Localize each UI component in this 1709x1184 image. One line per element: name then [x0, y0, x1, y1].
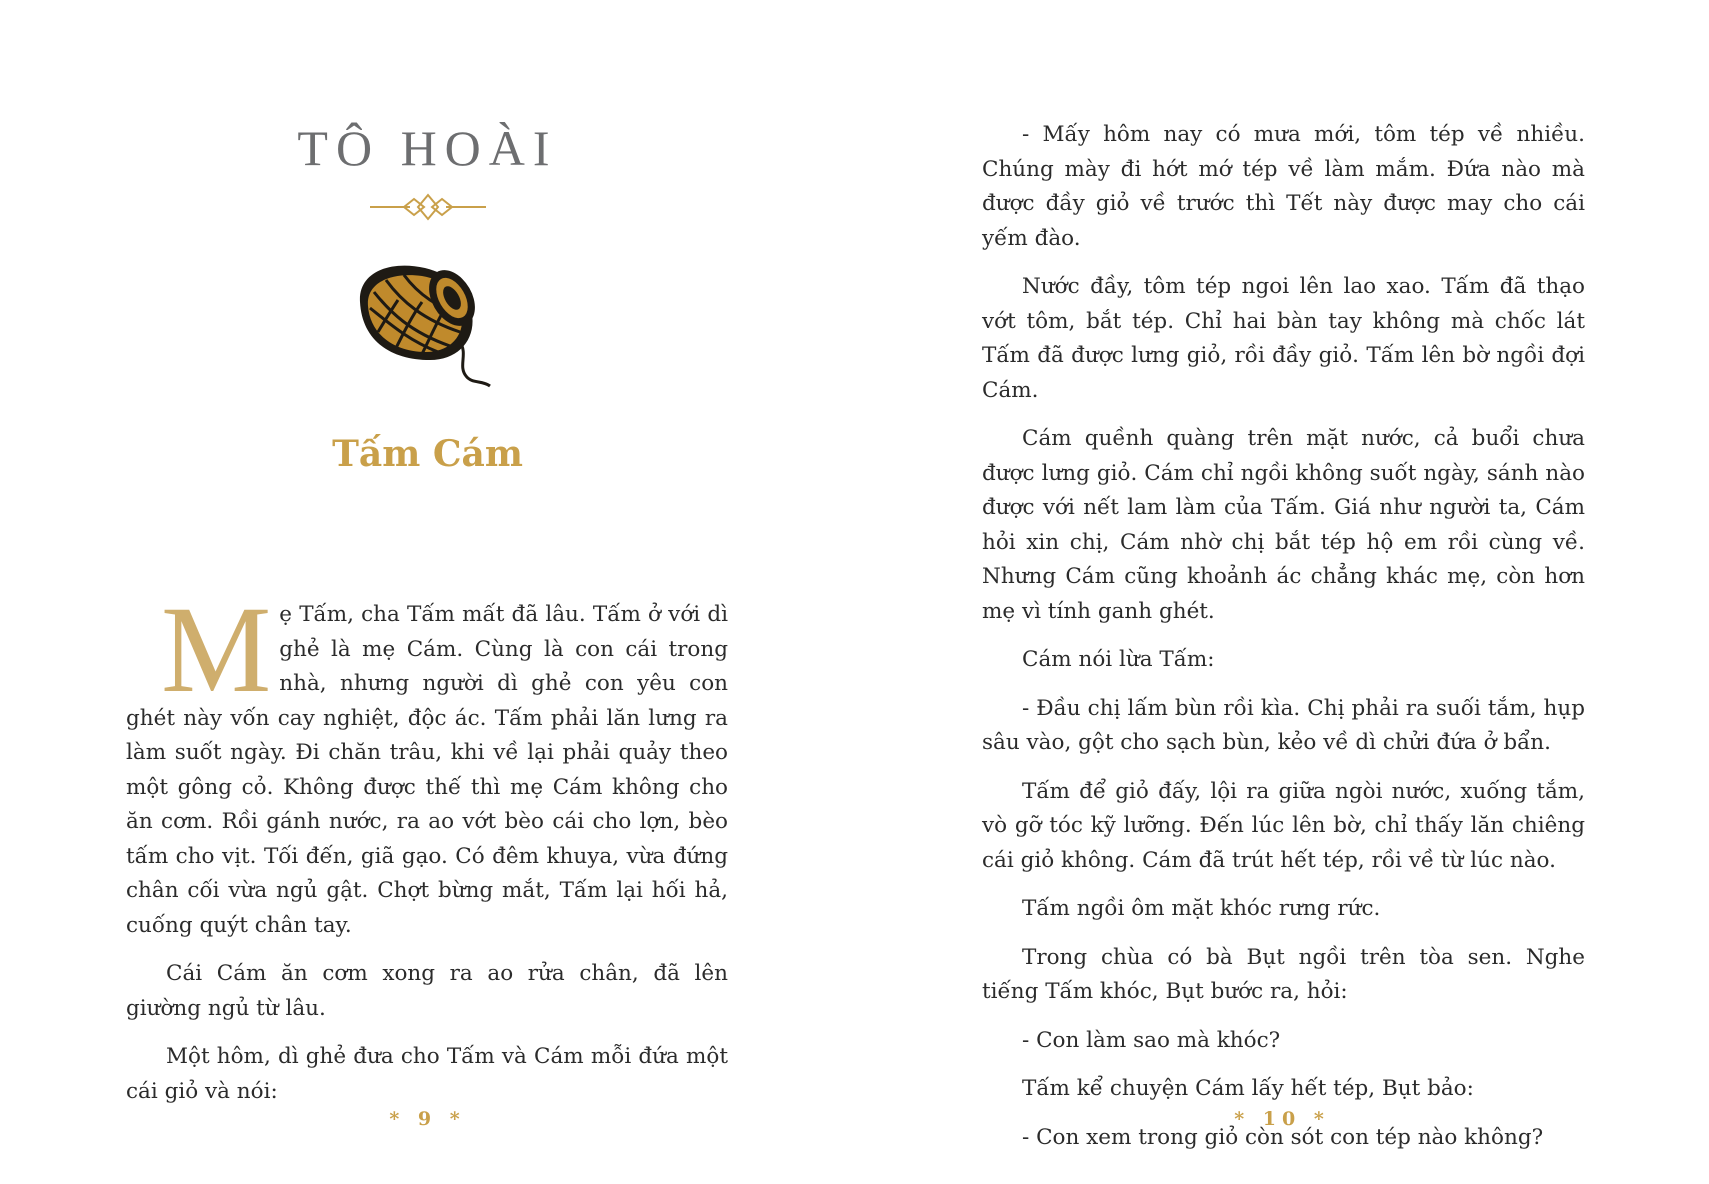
paragraph: Nước đầy, tôm tép ngoi lên lao xao. Tấm đã thạo vớt tôm, bắt tép. Chỉ hai bàn tay không mà chốc lát Tấm đã được lưng giỏ, rồi đầy giỏ. Tấm lên bờ ngồi đợi Cám. [982, 274, 1585, 403]
right-body-text [982, 118, 1585, 1169]
page-number-value: 10 [1262, 1108, 1302, 1130]
paragraph: - Mấy hôm nay có mưa mới, tôm tép về nhiều. Chúng mày đi hớt mớ tép về làm mắm. Đứa nào mà được đầy giỏ về trước thì Tết này được may cho cái yếm đào. [982, 122, 1585, 251]
story-title: Tấm Cám [332, 433, 523, 475]
paragraph: - Đầu chị lấm bùn rồi kìa. Chị phải ra suối tắm, hụp sâu vào, gột cho sạch bùn, kẻo về dì chửi đứa ở bẩn. [982, 695, 1585, 755]
drop-cap: M [161, 581, 272, 718]
folio-star: * [1313, 1108, 1330, 1130]
paragraph: Một hôm, dì ghẻ đưa cho Tấm và Cám mỗi đứa một cái giỏ và nói: [126, 1044, 728, 1104]
folio-star: * [449, 1108, 466, 1130]
diamond-flourish-icon [370, 192, 486, 222]
paragraph: Cám nói lừa Tấm: [1022, 647, 1215, 672]
folio-star: * [389, 1108, 406, 1130]
paragraph: - Con làm sao mà khóc? [1022, 1027, 1281, 1053]
author-name: TÔ HOÀI [297, 120, 558, 176]
right-page [855, 0, 1709, 1184]
paragraph: Cám quềnh quàng trên mặt nước, cả buổi chưa được lưng giỏ. Cám chỉ ngồi không suốt ngày, sánh nào được với nết lam làm của Tấm. Giá như người ta, Cám hỏi xin chị, Cám nhờ chị bắt tép hộ em rồi cùng về. Nhưng Cám cũng khoảnh ác chẳng khác mẹ, còn hơn mẹ vì tính ganh ghét. [982, 426, 1585, 624]
woven-fish-basket-icon [350, 262, 502, 402]
paragraph: Cái Cám ăn cơm xong ra ao rửa chân, đã lên giường ngủ từ lâu. [126, 961, 728, 1021]
page-number-left [0, 1108, 855, 1130]
paragraph: Tấm ngồi ôm mặt khóc rưng rức. [1022, 896, 1381, 921]
folio-star: * [1234, 1108, 1251, 1130]
page-number-right [855, 1108, 1709, 1130]
page-number-value: 9 [417, 1108, 438, 1130]
opening-paragraph [126, 581, 728, 943]
opening-paragraph-text: ẹ Tấm, cha Tấm mất đã lâu. Tấm ở với dì ghẻ là mẹ Cám. Cùng là con cái trong nhà, nhưng người dì ghẻ con yêu con ghét này vốn cay nghiệt, độc ác. Tấm phải lăn lưng ra làm suốt ngày. Đi chăn trâu, khi về lại phải quảy theo một gông cỏ. Không được thế thì mẹ Cám không cho ăn cơm. Rồi gánh nước, ra ao vớt bèo cái cho lợn, bèo tấm cho vịt. Tối đến, giã gạo. Có đêm khuya, vừa đứng chân cối vừa ngủ gật. Chợt bừng mắt, Tấm lại hối hả, cuống quýt chân tay. [126, 602, 728, 938]
left-body-text [126, 581, 728, 1123]
paragraph: Tấm để giỏ đấy, lội ra giữa ngòi nước, xuống tắm, vò gỡ tóc kỹ lưỡng. Đến lúc lên bờ, chỉ thấy lăn chiêng cái giỏ không. Cám đã trút hết tép, rồi về từ lúc nào. [982, 778, 1585, 873]
paragraph: Tấm kể chuyện Cám lấy hết tép, Bụt bảo: [1022, 1076, 1474, 1101]
paragraph: - Con xem trong giỏ còn sót con tép nào không? [1022, 1124, 1544, 1150]
paragraph: Trong chùa có bà Bụt ngồi trên tòa sen. Nghe tiếng Tấm khóc, Bụt bước ra, hỏi: [982, 944, 1585, 1004]
